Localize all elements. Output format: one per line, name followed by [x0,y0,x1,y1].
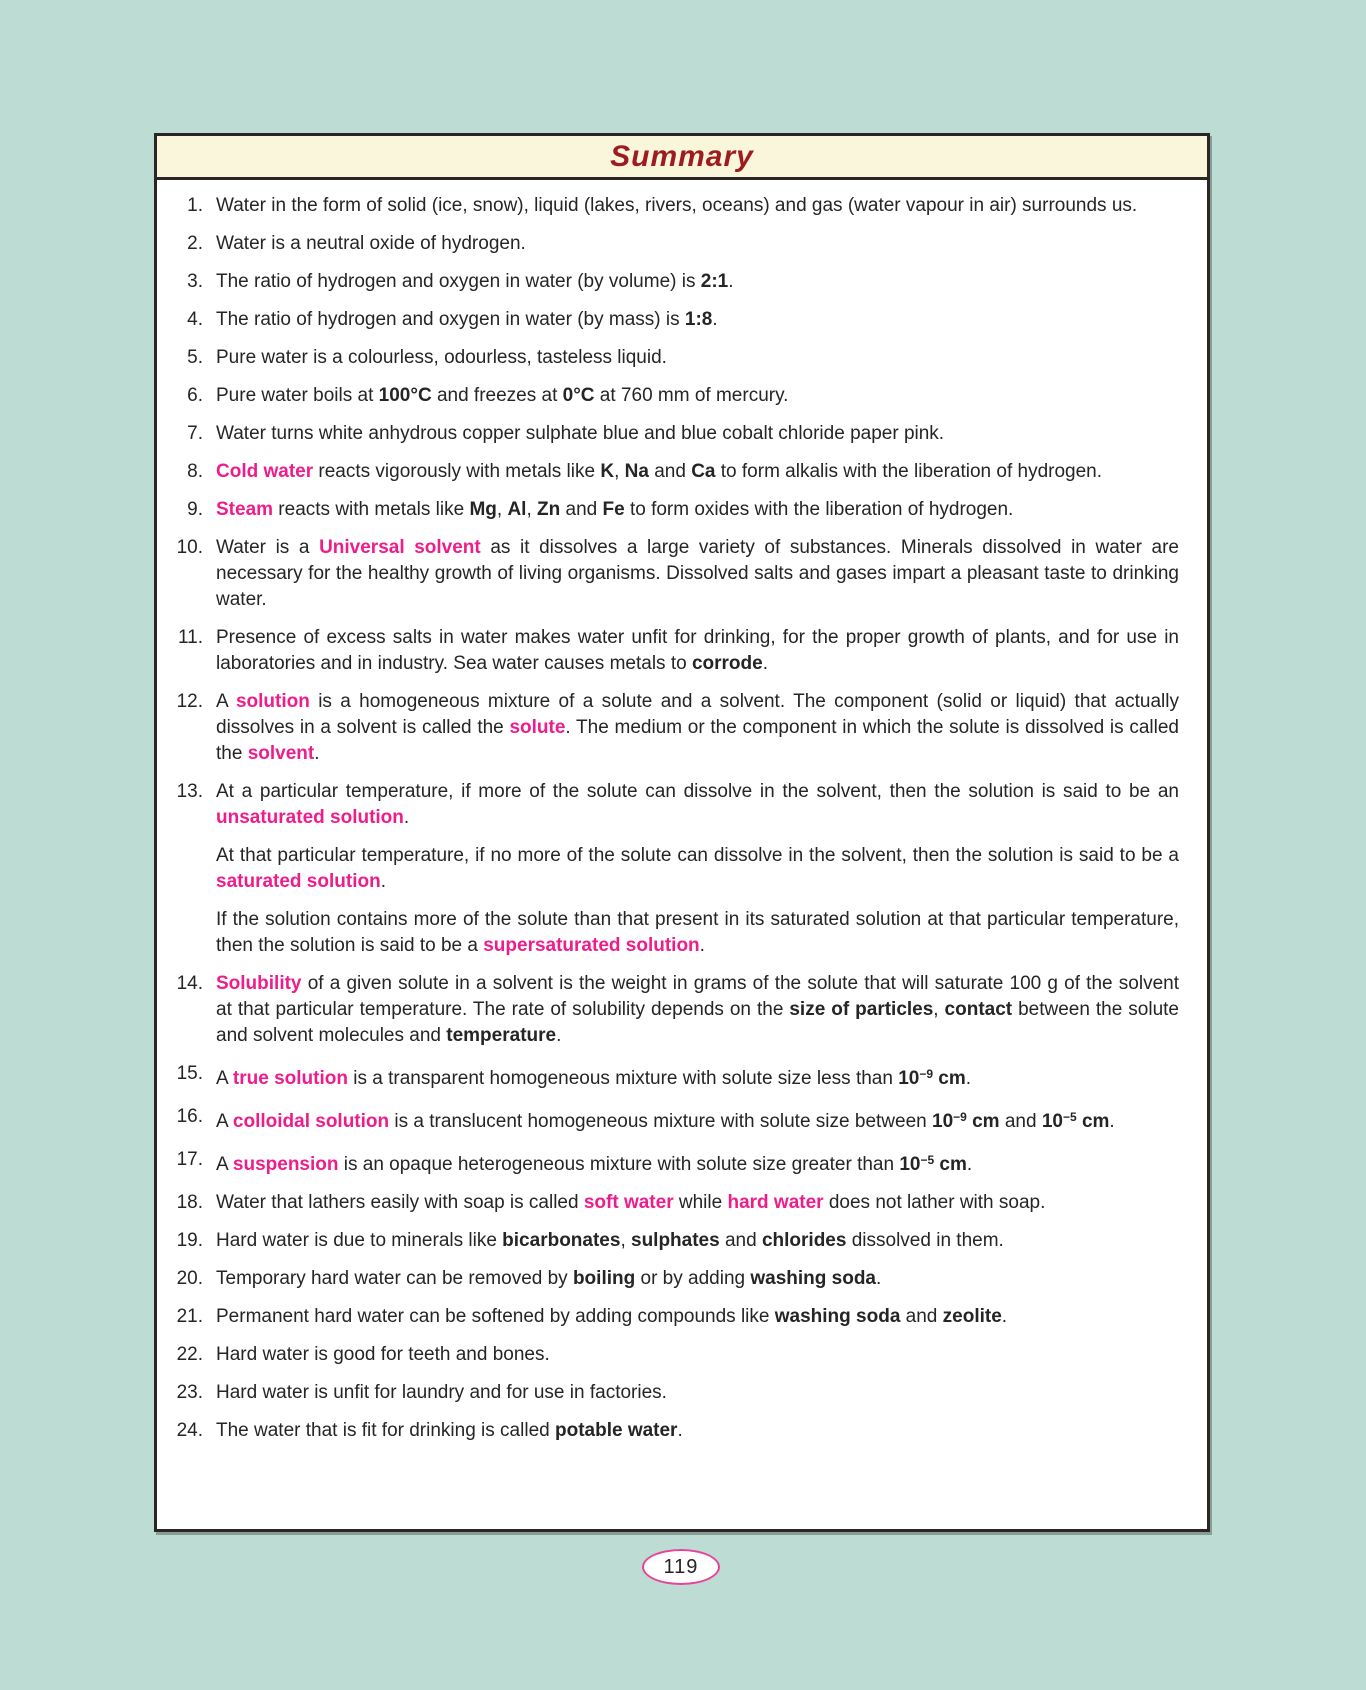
item-number: 13. [176,781,203,802]
text-segment: Water is a [216,537,320,558]
item-number: 15. [176,1063,203,1084]
summary-item [169,1342,1179,1368]
item-paragraph [216,421,1179,447]
summary-item [169,625,1179,677]
summary-item [169,231,1179,257]
text-segment: , [933,999,945,1020]
text-segment: 10 [898,1068,920,1089]
text-segment: cm [966,1111,1000,1132]
text-segment: . [380,871,386,892]
text-segment: , [526,499,537,520]
text-segment: 10 [899,1154,921,1175]
text-segment: or by adding [635,1268,751,1289]
summary-item [169,1228,1179,1254]
text-segment: , [496,499,508,520]
text-segment: K [600,461,615,482]
text-segment: , [614,461,625,482]
item-paragraph [216,1228,1179,1254]
text-segment: Presence of excess salts in water makes water unfit for drinking, for the proper growth of plants, and for use in laboratories and in industry. Sea water causes metals to [216,627,1179,674]
summary-item [169,345,1179,371]
text-segment: corrode [691,653,763,674]
text-segment: potable water [554,1420,678,1441]
text-segment: 10 [1041,1111,1063,1132]
summary-item [169,1380,1179,1406]
item-paragraph [216,907,1179,959]
text-segment: Water is a neutral oxide of hydrogen. [216,233,526,254]
item-text [216,231,1179,257]
item-text [216,497,1179,523]
text-segment: . [556,1025,562,1046]
item-paragraph [216,231,1179,257]
text-segment: Pure water is a colourless, odourless, tasteless liquid. [216,347,667,368]
item-text [216,535,1179,613]
item-number: 18. [176,1192,203,1213]
text-segment: Water turns white anhydrous copper sulphate blue and blue cobalt chloride paper pink. [216,423,945,444]
text-segment: . [876,1268,882,1289]
text-segment: is a homogeneous mixture of a solute and a solvent. The component (solid or liquid) that actually dissolves in a solvent is called the [216,691,1179,738]
text-segment: sulphates [631,1230,720,1251]
item-number: 12. [176,691,203,712]
item-text [216,689,1179,767]
text-segment: does not lather with soap. [823,1192,1046,1213]
item-paragraph [216,1104,1179,1135]
item-text [216,1190,1179,1216]
summary-item [169,779,1179,959]
item-paragraph [216,193,1179,219]
text-segment: Fe [602,499,625,520]
item-paragraph [216,1190,1179,1216]
text-segment: Na [624,461,649,482]
text-segment: is an opaque heterogeneous mixture with solute size greater than [338,1154,900,1175]
page-number-badge [642,1549,720,1585]
highlighted-term: Steam [216,499,274,520]
text-segment: 100°C [378,385,432,406]
item-number: 16. [176,1106,203,1127]
summary-item [169,1104,1179,1135]
summary-title: Summary [610,139,754,173]
text-segment: A [216,1111,233,1132]
text-segment: The water that is fit for drinking is called [216,1420,555,1441]
item-number: 17. [176,1149,203,1170]
item-number: 22. [176,1344,203,1365]
text-segment: . [965,1068,972,1089]
item-number: 3. [187,271,203,292]
highlighted-term: colloidal solution [232,1111,390,1132]
text-segment: boiling [572,1268,636,1289]
highlighted-term: true solution [232,1068,348,1089]
text-segment: Temporary hard water can be removed by [216,1268,573,1289]
text-segment: Pure water boils at [216,385,379,406]
item-text [216,421,1179,447]
item-text [216,971,1179,1049]
text-segment: reacts vigorously with metals like [313,461,601,482]
text-segment: . [712,309,718,330]
highlighted-term: soft water [583,1192,674,1213]
item-paragraph [216,269,1179,295]
text-segment: Mg [469,499,497,520]
text-segment: is a translucent homogeneous mixture with solute size between [389,1111,932,1132]
text-segment: . [1109,1111,1115,1132]
text-segment: chlorides [761,1230,847,1251]
item-number: 1. [187,195,203,216]
text-segment: The ratio of hydrogen and oxygen in water (by mass) is [216,309,685,330]
text-segment: and [560,499,603,520]
text-segment: , [620,1230,631,1251]
item-paragraph [216,383,1179,409]
highlighted-term: suspension [232,1154,339,1175]
summary-item [169,1147,1179,1178]
text-segment: Water in the form of solid (ice, snow), liquid (lakes, rivers, oceans) and gas (water vapour in air) surrounds us. [216,195,1138,216]
text-segment: while [673,1192,728,1213]
item-text [216,1147,1179,1178]
text-segment: dissolved in them. [846,1230,1004,1251]
item-paragraph [216,1304,1179,1330]
summary-item [169,971,1179,1049]
text-segment: At that particular temperature, if no more of the solute can dissolve in the solvent, then the solution is said to be a [216,845,1179,866]
summary-item [169,1190,1179,1216]
summary-item [169,535,1179,613]
item-text [216,1342,1179,1368]
text-segment: −9 [953,1110,967,1124]
item-text [216,625,1179,677]
text-segment: zeolite [942,1306,1002,1327]
item-number: 11. [177,627,203,648]
text-segment: bicarbonates [502,1230,621,1251]
text-segment: The ratio of hydrogen and oxygen in water (by volume) is [216,271,701,292]
text-segment: washing soda [750,1268,876,1289]
item-paragraph [216,971,1179,1049]
item-paragraph [216,307,1179,333]
item-number: 10. [176,537,203,558]
item-number: 9. [187,499,203,520]
item-text [216,269,1179,295]
text-segment: A [216,1068,233,1089]
highlighted-term: supersaturated solution [483,935,700,956]
summary-item [169,1418,1179,1444]
text-segment: Ca [691,461,716,482]
text-segment: and [900,1306,943,1327]
text-segment: to form oxides with the liberation of hydrogen. [624,499,1014,520]
item-text [216,383,1179,409]
text-segment: Hard water is due to minerals like [216,1230,503,1251]
item-paragraph [216,1380,1179,1406]
text-segment: reacts with metals like [273,499,470,520]
text-segment: and [999,1111,1042,1132]
text-segment: −5 [1062,1110,1077,1124]
text-segment: Zn [537,499,561,520]
text-segment: washing soda [774,1306,901,1327]
summary-item [169,689,1179,767]
item-paragraph [216,843,1179,895]
item-text [216,193,1179,219]
summary-box [154,133,1210,1532]
text-segment: . The medium or the component in which the solute is dissolved is called the [216,717,1179,764]
summary-item [169,307,1179,333]
text-segment: Hard water is good for teeth and bones. [216,1344,550,1365]
item-text [216,345,1179,371]
text-segment: . [728,271,734,292]
text-segment: At a particular temperature, if more of the solute can dissolve in the solvent, then the solution is said to be an [216,781,1179,802]
text-segment: 0°C [562,385,595,406]
item-paragraph [216,497,1179,523]
text-segment: −9 [919,1067,934,1081]
text-segment: 1:8 [684,309,713,330]
item-number: 21. [176,1306,203,1327]
text-segment: A [216,1154,233,1175]
item-text [216,1061,1179,1092]
item-paragraph [216,459,1179,485]
item-number: 6. [187,385,203,406]
text-segment: . [403,807,410,828]
summary-list [157,180,1207,1529]
item-text [216,1104,1179,1135]
summary-item [169,421,1179,447]
text-segment: 2:1 [700,271,729,292]
summary-item [169,383,1179,409]
text-segment: is a transparent homogeneous mixture with solute size less than [347,1068,899,1089]
summary-item [169,1304,1179,1330]
summary-header [157,136,1207,180]
item-text [216,1266,1179,1292]
item-number: 2. [187,233,203,254]
item-paragraph [216,779,1179,831]
highlighted-term: hard water [727,1192,824,1213]
page-number: 119 [663,1555,699,1578]
text-segment: size of particles [789,999,934,1020]
summary-item [169,269,1179,295]
highlighted-term: Solubility [216,973,302,994]
item-paragraph [216,1147,1179,1178]
text-segment: of a given solute in a solvent is the weight in grams of the solute that will saturate 100 g of the solvent at that particular temperature. The rate of solubility depends on the [216,973,1179,1020]
item-paragraph [216,1061,1179,1092]
item-number: 23. [176,1382,203,1403]
text-segment: and [719,1230,762,1251]
highlighted-term: solute [509,717,566,738]
item-text [216,779,1179,959]
highlighted-term: Universal solvent [319,537,481,558]
text-segment: Al [507,499,527,520]
item-paragraph [216,345,1179,371]
item-number: 7. [187,423,203,444]
text-segment: to form alkalis with the liberation of hydrogen. [715,461,1103,482]
text-segment: cm [934,1154,967,1175]
item-paragraph [216,689,1179,767]
text-segment: . [966,1154,973,1175]
summary-item [169,1061,1179,1092]
text-segment: contact [944,999,1013,1020]
text-segment: . [1001,1306,1008,1327]
item-text [216,1228,1179,1254]
highlighted-term: unsaturated solution [216,807,404,828]
text-segment: as it dissolves a large variety of substances. Minerals dissolved in water are necessary for the healthy growth of living organisms. Dissolved salts and gases impart a pleasant taste to drinking water. [216,537,1179,610]
text-segment: and freezes at [431,385,563,406]
text-segment: cm [933,1068,966,1089]
summary-item [169,497,1179,523]
summary-item [169,459,1179,485]
text-segment: and [648,461,692,482]
item-number: 8. [187,461,203,482]
item-text [216,307,1179,333]
item-paragraph [216,1418,1179,1444]
item-number: 19. [176,1230,203,1251]
text-segment: −5 [920,1153,935,1167]
item-number: 4. [187,309,203,330]
item-paragraph [216,625,1179,677]
text-segment: temperature [446,1025,557,1046]
item-number: 20. [176,1268,203,1289]
item-number: 24. [176,1420,203,1441]
text-segment: Water that lathers easily with soap is called [216,1192,584,1213]
summary-item [169,1266,1179,1292]
item-paragraph [216,1266,1179,1292]
text-segment: . [699,935,705,956]
item-text [216,1418,1179,1444]
item-number: 14. [176,973,203,994]
text-segment: If the solution contains more of the solute than that present in its saturated solution at that particular temperature, then the solution is said to be a [216,909,1179,956]
item-number: 5. [187,347,203,368]
item-text [216,1380,1179,1406]
text-segment: Permanent hard water can be softened by adding compounds like [216,1306,775,1327]
text-segment: between the solute and solvent molecules and [216,999,1179,1046]
text-segment: Hard water is unfit for laundry and for use in factories. [216,1382,667,1403]
text-segment: . [314,743,320,764]
text-segment: 10 [932,1111,954,1132]
text-segment: at 760 mm of mercury. [594,385,789,406]
item-paragraph [216,1342,1179,1368]
text-segment: cm [1076,1111,1110,1132]
text-segment: A [216,691,236,712]
highlighted-term: solution [235,691,310,712]
highlighted-term: saturated solution [216,871,381,892]
text-segment: . [677,1420,683,1441]
item-text [216,459,1179,485]
highlighted-term: Cold water [216,461,314,482]
highlighted-term: solvent [247,743,315,764]
item-paragraph [216,535,1179,613]
summary-item [169,193,1179,219]
item-text [216,1304,1179,1330]
text-segment: . [762,653,768,674]
